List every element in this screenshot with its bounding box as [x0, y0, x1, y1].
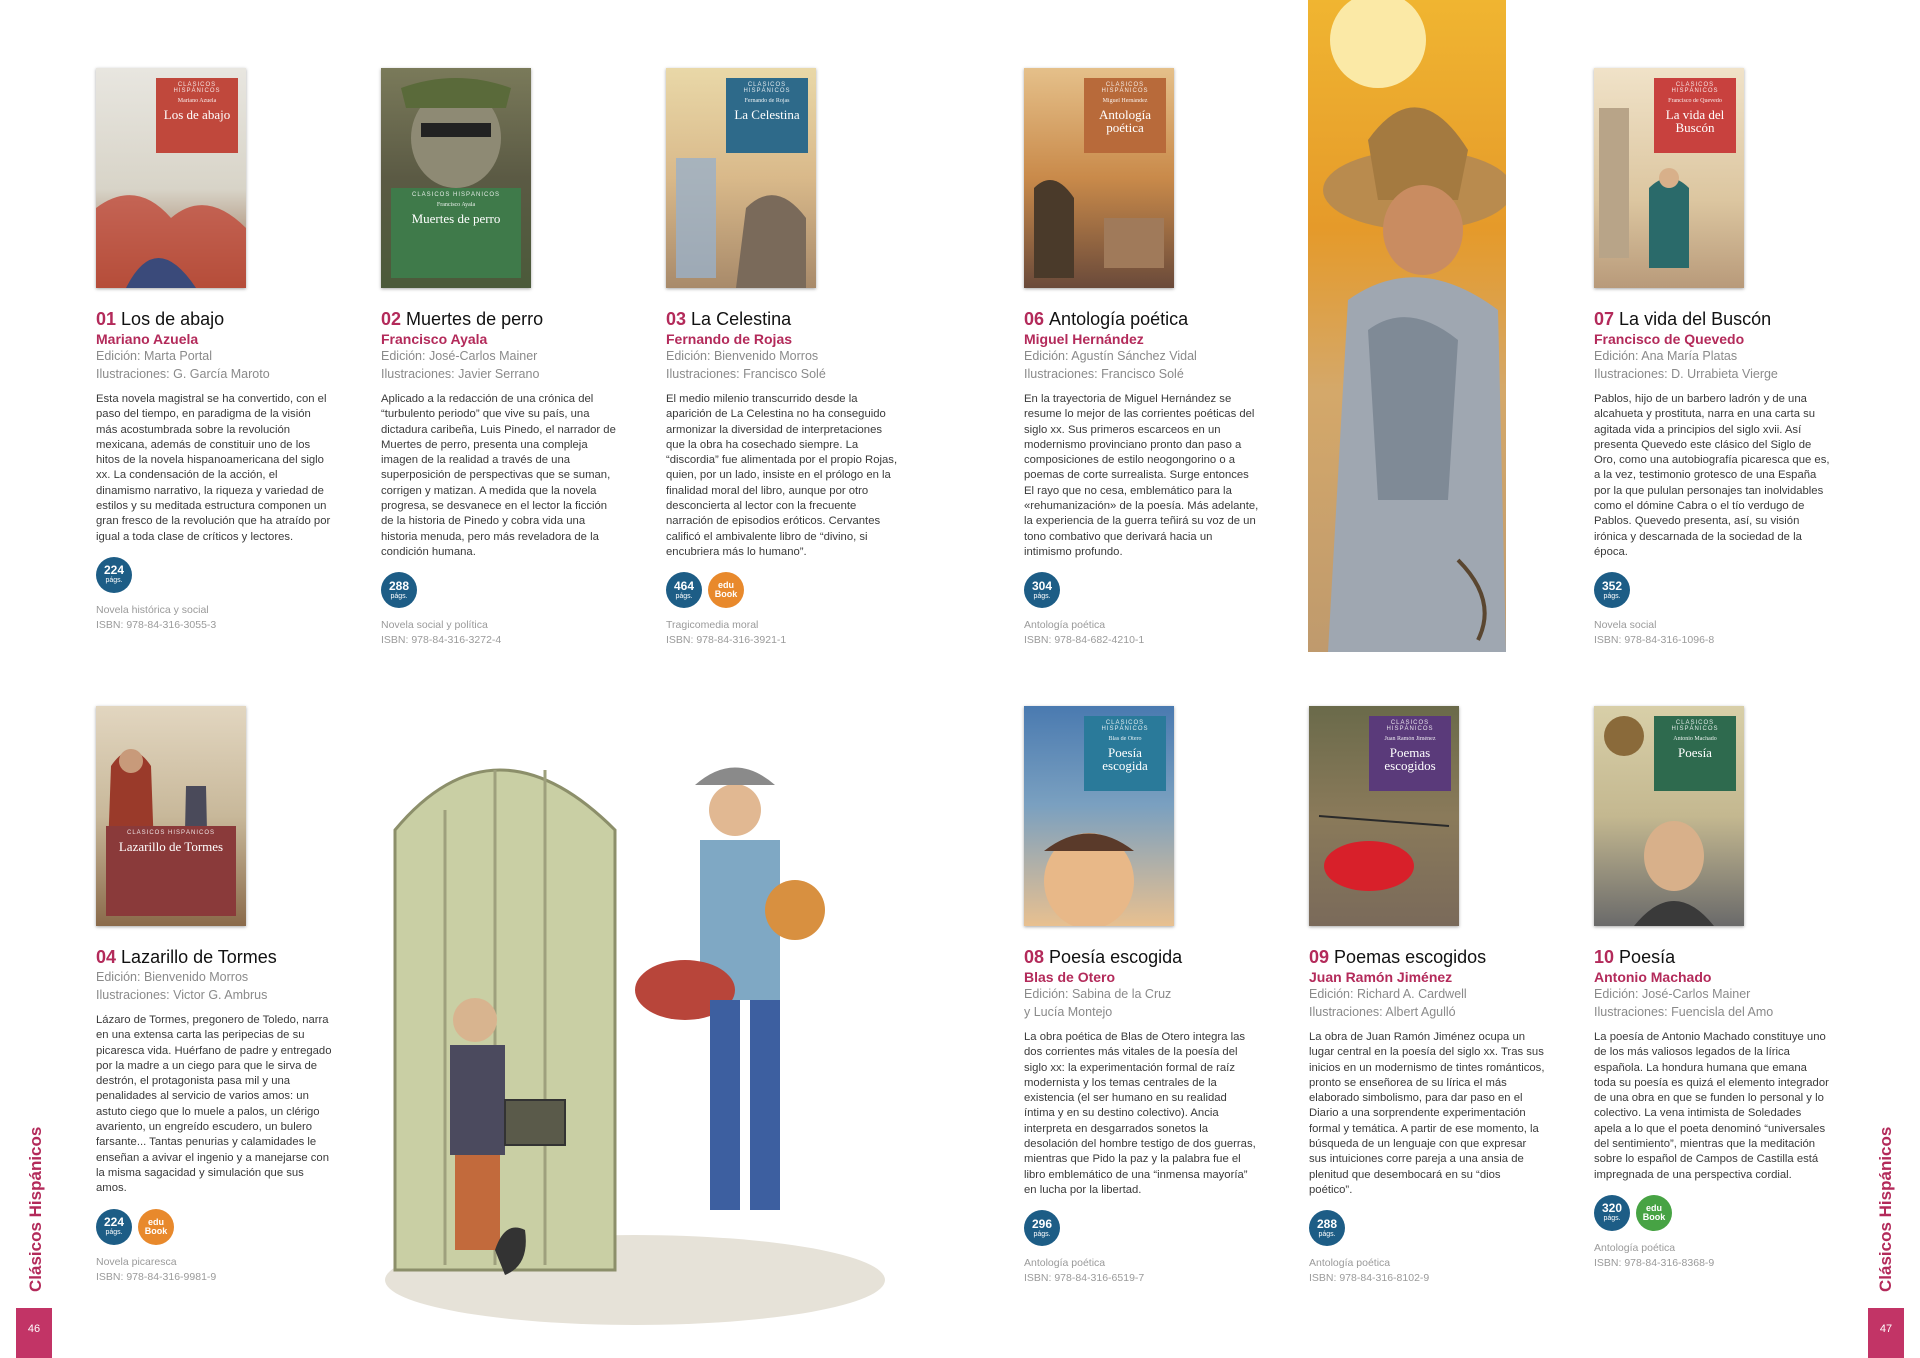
book-author: Francisco de Quevedo: [1594, 331, 1745, 347]
pages-badge: 288 págs.: [1309, 1210, 1345, 1246]
book-edition-credit: Edición: José-Carlos Mainer: [1594, 987, 1751, 1001]
book-genre: Novela social y política: [381, 619, 488, 632]
book-entry-antologia-poetica[interactable]: [1024, 68, 1260, 646]
book-title: 06 Antología poética: [1024, 309, 1189, 329]
pages-badge: 464 págs.: [666, 572, 702, 608]
book-author: Antonio Machado: [1594, 969, 1712, 985]
book-isbn: ISBN: 978-84-682-4210-1: [1024, 634, 1145, 647]
book-edition-credit: Edición: Agustín Sánchez Vidal: [1024, 349, 1197, 363]
pages-badge: 224 págs.: [96, 1209, 132, 1245]
pages-badge: 224 págs.: [96, 557, 132, 593]
pages-badge: 352 págs.: [1594, 572, 1630, 608]
book-cover[interactable]: CLÁSICOS HISPÁNICOS Antonio Machado Poesía: [1594, 706, 1744, 926]
book-isbn: ISBN: 978-84-316-8368-9: [1594, 1256, 1715, 1269]
book-genre: Novela social: [1594, 619, 1657, 632]
book-title: 03 La Celestina: [666, 309, 792, 329]
book-author: Juan Ramón Jiménez: [1309, 969, 1453, 985]
book-edition-credit: Edición: Marta Portal: [96, 349, 213, 363]
book-description: La obra poética de Blas de Otero integra las dos corrientes más vitales de la poesía del siglo xx: la experimentación formal de raíz modernista y los temas centrales de la existencia (el ser humano en su realidad íntima y en su destino colectivo). Ancia interpreta en desgarrados sonetos la desolación del hombre testigo de dos guerras, mientras que Pido la paz y la palabra fue el libro emblemático de una “inmensa mayoría” en lucha por la libertad.: [1024, 1031, 1256, 1196]
book-entry-poemas-escogidos[interactable]: [1309, 706, 1545, 1284]
book-title: 04 Lazarillo de Tormes: [96, 947, 277, 967]
book-entry-los-de-abajo[interactable]: [96, 68, 332, 631]
book-description: Lázaro de Tormes, pregonero de Toledo, narra en una extensa carta las peripecias de su picaresca vida. Huérfano de padre y entregado por la madre a un ciego para que le sirva de destrón, el protagonista pasa mil y una penalidades al servicio de varios amos: un astuto ciego que lo muele a palos, un clérigo avariento, un engreído escudero, un bulero farsante... Tantas penurias y calamidades le enseñan a avivar el ingenio y a manejarse con la misma sagacidad y simulación que sus amos.: [96, 1014, 332, 1195]
book-illustration-credit: y Lucía Montejo: [1024, 1005, 1113, 1019]
book-entry-la-celestina[interactable]: [666, 68, 902, 646]
book-isbn: ISBN: 978-84-316-6519-7: [1024, 1272, 1145, 1285]
book-cover[interactable]: CLÁSICOS HISPÁNICOS Miguel Hernández Antología poética: [1024, 68, 1174, 288]
book-entry-lazarillo-de-tormes[interactable]: [96, 706, 332, 1283]
book-title: 09 Poemas escogidos: [1309, 947, 1487, 967]
book-isbn: ISBN: 978-84-316-8102-9: [1309, 1272, 1430, 1285]
edubook-badge: edu Book: [708, 572, 744, 608]
book-edition-credit: Edición: José-Carlos Mainer: [381, 349, 538, 363]
book-illustration-credit: Ilustraciones: Javier Serrano: [381, 367, 540, 381]
book-title: 10 Poesía: [1594, 947, 1676, 967]
book-genre: Tragicomedia moral: [666, 619, 759, 632]
side-label-left: Clásicos Hispánicos: [26, 1126, 45, 1292]
book-author: Blas de Otero: [1024, 969, 1116, 985]
pages-badge: 320 págs.: [1594, 1195, 1630, 1231]
book-entry-poesia-escogida[interactable]: [1024, 706, 1260, 1284]
edubook-badge: edu Book: [1636, 1195, 1672, 1231]
book-description: La poesía de Antonio Machado constituye uno de los más valiosos legados de la lírica española. La hondura humana que emana toda su poesía es quizá el elemento integrador de una obra en que se funden lo personal y lo colectivo. La vena intimista de Soledades apela a lo que el poeta denominó “universales del sentimiento”, mientras que la meditación sobre lo español de Campos de Castilla está impregnada de una perspectiva cordial.: [1594, 1031, 1829, 1181]
book-description: El medio milenio transcurrido desde la aparición de La Celestina no ha conseguido armonizar la diversidad de interpretaciones que la obra ha cosechado siempre. La “discordia” fue alimentada por el propio Rojas, quien, por un lado, insiste en el prólogo en la finalidad moral del libro, aunque por otro desconcierta al lector con la frecuente narración de episodios eróticos. Cervantes calificó el ambivalente libro de “divino, si encubriera más lo humano”.: [666, 393, 898, 558]
book-description: Pablos, hijo de un barbero ladrón y de una alcahueta y prostituta, narra en una carta su agitada vida a principios del siglo xvii. Así presenta Quevedo este clásico del Siglo de Oro, como una autobiografía picaresca que es, a la vez, testimonio grotesco de una España por la que pululan personajes tan inolvidables como el dómine Cabra o el tío verdugo de Pablos. Quevedo presenta, así, su visión irónica y descarnada de la sociedad de la época.: [1594, 393, 1830, 558]
book-isbn: ISBN: 978-84-316-3272-4: [381, 634, 502, 647]
pages-badge: 304 págs.: [1024, 572, 1060, 608]
book-author: Mariano Azuela: [96, 331, 199, 347]
book-entry-la-vida-del-buscon[interactable]: [1594, 68, 1830, 646]
book-isbn: ISBN: 978-84-316-9981-9: [96, 1270, 217, 1283]
book-description: La obra de Juan Ramón Jiménez ocupa un lugar central en la poesía del siglo xx. Tras sus inicios en un modernismo de tintes románticos, pronto se enseñorea de su lírica el más elaborado simbolismo, para dar paso en el Diario a una sorprendente experimentación formal y temática. A partir de ese momento, la búsqueda de un lenguaje con que expresar sus intuiciones corre pareja a una ansia de plenitud que desembocará en su “dios poético”.: [1309, 1031, 1545, 1196]
book-description: Aplicado a la redacción de una crónica del “turbulento periodo” que vive su país, una dictadura caribeña, Luis Pinedo, el narrador de Muertes de perro, presenta una compleja imagen de la realidad a través de una superposición de perspectivas que se suman, corrigen y matizan. A medida que la novela progresa, se desvanece en el lector la ficción de la historia de Pinedo y cobra vida una historia menuda, pero más reveladora de la condición humana.: [381, 393, 616, 558]
book-title: 07 La vida del Buscón: [1594, 309, 1772, 329]
pages-badge: 288 págs.: [381, 572, 417, 608]
book-illustration-credit: Ilustraciones: Francisco Solé: [666, 367, 826, 381]
book-cover[interactable]: CLÁSICOS HISPÁNICOS Lazarillo de Tormes: [96, 706, 246, 926]
book-title: 01 Los de abajo: [96, 309, 225, 329]
book-cover[interactable]: CLÁSICOS HISPÁNICOS Blas de Otero Poesía escogida: [1024, 706, 1174, 926]
book-illustration-credit: Ilustraciones: Francisco Solé: [1024, 367, 1184, 381]
book-author: Francisco Ayala: [381, 331, 488, 347]
book-author: Fernando de Rojas: [666, 331, 793, 347]
book-edition-credit: Edición: Bienvenido Morros: [666, 349, 819, 363]
book-genre: Antología poética: [1024, 619, 1106, 632]
book-genre: Antología poética: [1024, 1257, 1106, 1270]
book-title: 08 Poesía escogida: [1024, 947, 1183, 967]
page-number-left: 46: [16, 1308, 52, 1358]
edubook-badge: edu Book: [138, 1209, 174, 1245]
book-illustration-credit: Ilustraciones: Victor G. Ambrus: [96, 988, 268, 1002]
pages-badge: 296 págs.: [1024, 1210, 1060, 1246]
book-genre: Antología poética: [1594, 1241, 1676, 1254]
book-illustration-credit: Ilustraciones: D. Urrabieta Vierge: [1594, 367, 1778, 381]
book-isbn: ISBN: 978-84-316-3921-1: [666, 634, 787, 647]
book-author: Miguel Hernández: [1024, 331, 1144, 347]
book-illustration-credit: Ilustraciones: Fuencisla del Amo: [1594, 1005, 1774, 1019]
book-entry-poesia[interactable]: [1594, 706, 1830, 1269]
page-number-right: 47: [1868, 1308, 1904, 1358]
book-edition-credit: Edición: Richard A. Cardwell: [1309, 987, 1467, 1001]
illustration-lazarillo-scene: [355, 690, 915, 1330]
book-description: En la trayectoria de Miguel Hernández se resume lo mejor de las corrientes poéticas del siglo xx. Sus primeros escarceos en un modernismo provinciano pronto dan paso a composiciones de estilo neogongorino o a poemas de corte surrealista. Surge entonces El rayo que no cesa, emblemático para la «rehumanización» de la poesía. Más adelante, la experiencia de la guerra teñirá su voz de un tono combativo que derivará hacia un intimismo profundo.: [1024, 393, 1259, 558]
side-label-right: Clásicos Hispánicos: [1876, 1126, 1895, 1292]
book-genre: Novela histórica y social: [96, 603, 209, 616]
book-cover[interactable]: CLÁSICOS HISPÁNICOS Francisco Ayala Muertes de perro: [381, 68, 531, 288]
book-title: 02 Muertes de perro: [381, 309, 544, 329]
book-cover[interactable]: CLÁSICOS HISPÁNICOS Mariano Azuela Los de abajo: [96, 68, 246, 288]
book-isbn: ISBN: 978-84-316-1096-8: [1594, 634, 1715, 647]
book-edition-credit: Edición: Ana María Platas: [1594, 349, 1738, 363]
book-illustration-credit: Ilustraciones: Albert Agulló: [1309, 1005, 1456, 1019]
book-isbn: ISBN: 978-84-316-3055-3: [96, 618, 217, 631]
book-cover[interactable]: CLÁSICOS HISPÁNICOS Francisco de Quevedo La vida del Buscón: [1594, 68, 1744, 288]
book-genre: Novela picaresca: [96, 1255, 177, 1268]
book-edition-credit: Edición: Bienvenido Morros: [96, 970, 249, 984]
book-illustration-credit: Ilustraciones: G. García Maroto: [96, 367, 270, 381]
illustration-peasant-sickle: [1308, 0, 1506, 652]
book-cover[interactable]: CLÁSICOS HISPÁNICOS Juan Ramón Jiménez Poemas escogidos: [1309, 706, 1459, 926]
book-cover[interactable]: CLÁSICOS HISPÁNICOS Fernando de Rojas La Celestina: [666, 68, 816, 288]
book-entry-muertes-de-perro[interactable]: [381, 68, 617, 646]
book-edition-credit: Edición: Sabina de la Cruz: [1024, 987, 1172, 1001]
book-description: Esta novela magistral se ha convertido, con el paso del tiempo, en paradigma de la visión más acostumbrada sobre la revolución mexicana, además de constituir uno de los hitos de la novela hispanoamericana del siglo xx. La condensación de la acción, el dinamismo narrativo, la riqueza y variedad de estilos y su meditada estructura componen un gran fresco de la revolución que ha atraído por igual a toda clase de críticos y lectores.: [96, 393, 331, 543]
book-genre: Antología poética: [1309, 1257, 1391, 1270]
